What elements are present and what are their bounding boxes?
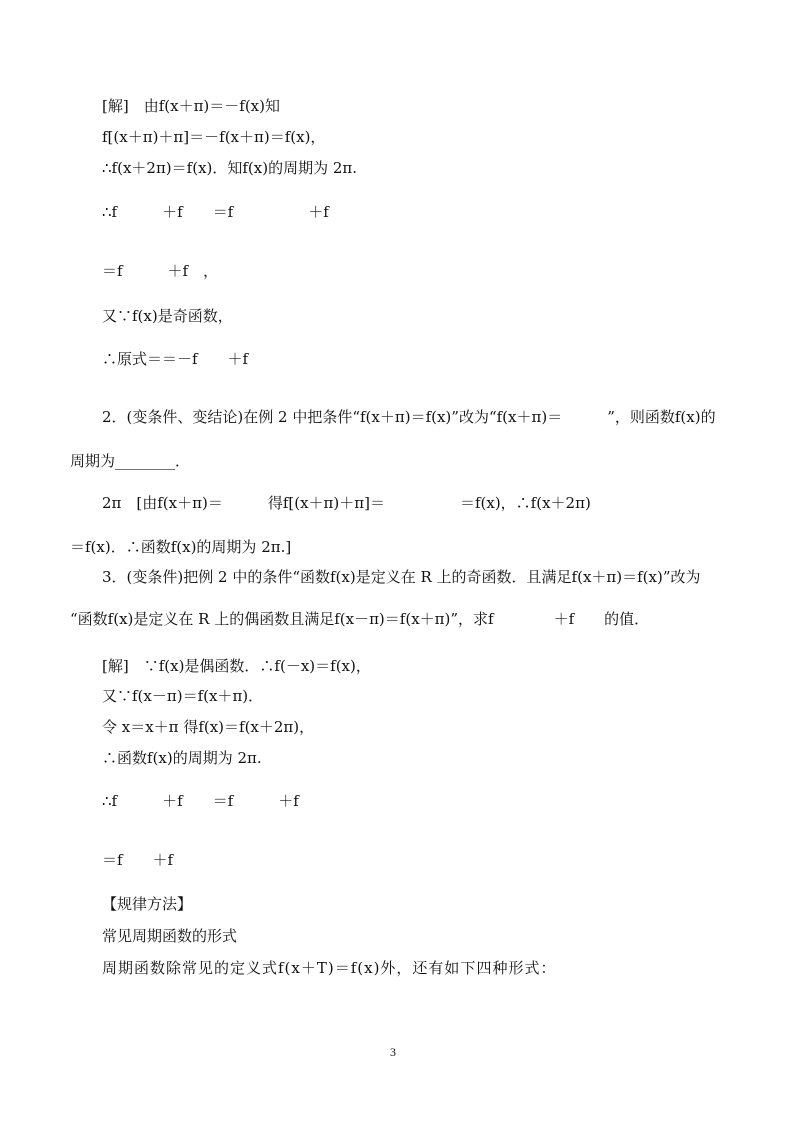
problem-3-line-2: “函数f(x)是定义在 R 上的偶函数且满足f(x－π)＝f(x＋π)”，求f ＋f 的值． bbox=[70, 610, 650, 628]
solution-3-line-6: ＝f ＋f bbox=[102, 851, 174, 869]
method-subheading: 常见周期函数的形式 bbox=[102, 927, 238, 945]
solution-1-line-4: ∴f ＋f ＝f ＋f bbox=[102, 203, 329, 221]
solution-1-line-7: ∴原式＝＝－f ＋f bbox=[102, 350, 249, 368]
solution-1-line-1: [解] 由f(x＋π)＝－f(x)知 bbox=[102, 97, 280, 115]
page-number: 3 bbox=[390, 1045, 396, 1059]
solution-3-line-2: 又∵f(x－π)＝f(x＋π)． bbox=[102, 687, 264, 705]
problem-2-line-2: 周期为________． bbox=[70, 452, 191, 470]
solution-3-line-5: ∴f ＋f ＝f ＋f bbox=[102, 792, 299, 810]
answer-2-line-2: ＝f(x)．∴函数f(x)的周期为 2π.] bbox=[70, 538, 292, 556]
solution-1-line-2: f[(x＋π)＋π]＝－f(x＋π)＝f(x)， bbox=[102, 128, 326, 146]
problem-2-line-1: 2．(变条件、变结论)在例 2 中把条件“f(x＋π)＝f(x)”改为“f(x＋π)＝ ”，则函数f(x)的 bbox=[102, 408, 716, 426]
method-heading: 【规律方法】 bbox=[102, 895, 193, 913]
answer-2-line-1: 2π [由f(x＋π)＝ 得f[(x＋π)＋π]＝ ＝f(x)，∴f(x＋2π) bbox=[102, 494, 591, 512]
solution-3-line-4: ∴函数f(x)的周期为 2π. bbox=[102, 749, 262, 767]
method-text: 周期函数除常见的定义式f(x＋T)＝f(x)外，还有如下四种形式： bbox=[102, 959, 557, 977]
solution-1-line-3: ∴f(x＋2π)＝f(x)．知f(x)的周期为 2π. bbox=[102, 159, 358, 177]
solution-3-line-1: [解] ∵f(x)是偶函数．∴f(－x)＝f(x)， bbox=[102, 657, 371, 675]
solution-3-line-3: 令 x＝x＋π 得f(x)＝f(x＋2π)， bbox=[102, 718, 315, 736]
solution-1-line-6: 又∵f(x)是奇函数， bbox=[102, 307, 233, 325]
problem-3-line-1: 3．(变条件)把例 2 中的条件“函数f(x)是定义在 R 上的奇函数．且满足f(x＋π)＝f(x)”改为 bbox=[102, 568, 701, 586]
solution-1-line-5: ＝f ＋f ， bbox=[102, 262, 219, 280]
